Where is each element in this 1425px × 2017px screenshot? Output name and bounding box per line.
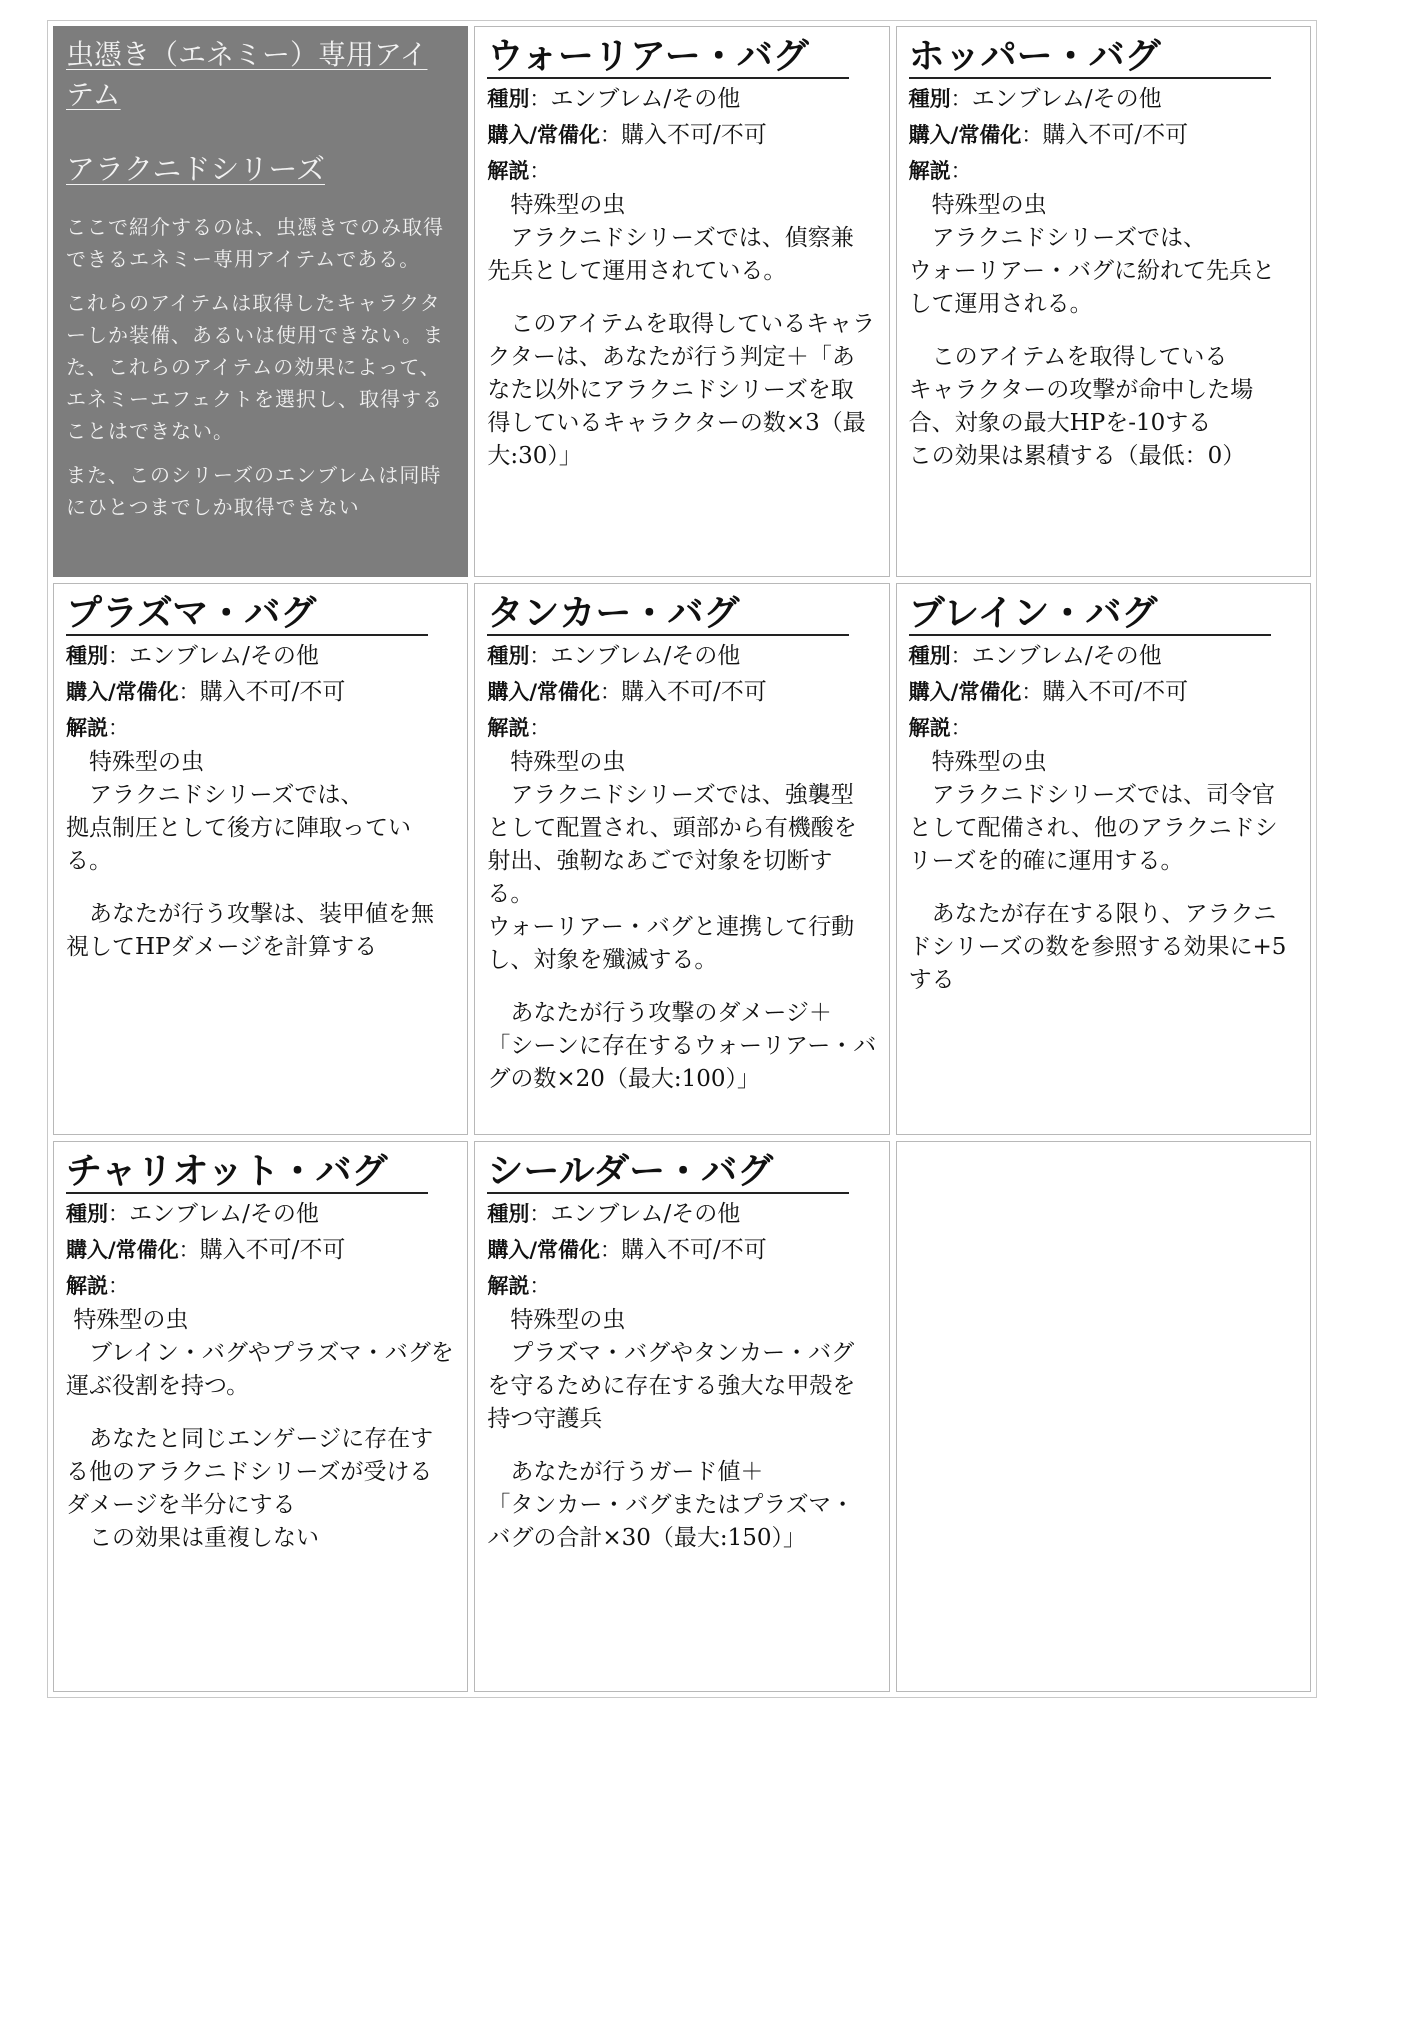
label-colon: ： [950, 644, 972, 669]
item-desc-row [487, 1268, 876, 1304]
item-type-value: エンブレム/その他 [550, 1200, 741, 1227]
type-label: 種別 [487, 1201, 530, 1226]
item-purchase-row [487, 117, 876, 153]
item-type-row [487, 81, 876, 117]
item-purchase-value: 購入不可/不可 [199, 1236, 346, 1263]
item-purchase-value: 購入不可/不可 [621, 1236, 767, 1263]
page-title: 虫憑き（エネミー）専用アイテム [66, 38, 428, 111]
label-colon: ： [529, 159, 551, 183]
item-purchase-row [66, 1232, 455, 1268]
item-name: ウォーリアー・バグ [487, 35, 849, 79]
label-colon: ： [108, 644, 129, 669]
item-type-value: エンブレム/その他 [129, 1200, 319, 1227]
purchase-label: 購入/常備化 [66, 680, 179, 705]
series-title: アラクニドシリーズ [66, 152, 325, 186]
intro-paragraph: また、このシリーズのエンブレムは同時にひとつまでしか取得できない [66, 463, 442, 519]
desc-label: 解説 [487, 159, 530, 183]
item-name: ホッパー・バグ [909, 35, 1271, 79]
item-card [53, 1141, 468, 1692]
purchase-label: 購入/常備化 [66, 1237, 179, 1262]
label-colon: ： [950, 716, 972, 741]
label-colon: ： [600, 123, 621, 147]
intro-panel [53, 26, 468, 577]
item-flavor-text: 特殊型の虫 ブレイン・バグやプラズマ・バグを運ぶ役割を持つ。 [66, 1306, 454, 1399]
item-card [474, 583, 889, 1134]
item-purchase-value: 購入不可/不可 [1042, 679, 1189, 706]
item-type-value: エンブレム/その他 [971, 643, 1162, 670]
item-type-row [487, 1196, 876, 1232]
item-type-row [66, 1196, 455, 1232]
type-label: 種別 [908, 644, 951, 669]
item-type-row [909, 638, 1298, 674]
empty-card [896, 1141, 1311, 1692]
item-purchase-row [487, 674, 876, 710]
item-effect-text: このアイテムを取得している キャラクターの攻撃が命中した場合、対象の最大HPを-10する この効果は累積する（最低：0） [908, 344, 1254, 469]
item-card [474, 26, 889, 577]
item-card-grid [47, 20, 1317, 1698]
item-card [53, 583, 468, 1134]
item-purchase-value: 購入不可/不可 [621, 122, 767, 148]
item-effect-text: あなたが存在する限り、アラクニドシリーズの数を参照する効果に+5する [908, 901, 1287, 994]
intro-paragraph: これらのアイテムは取得したキャラクターしか装備、あるいは使用できない。また、これらのアイテムの効果によって、エネミーエフェクトを選択し、取得することはできない。 [66, 291, 444, 443]
item-type-value: エンブレム/その他 [129, 643, 319, 670]
item-name: プラズマ・バグ [66, 592, 428, 636]
item-flavor-text: 特殊型の虫 アラクニドシリーズでは、偵察兼先兵として運用されている。 [487, 192, 854, 284]
label-colon: ： [178, 1237, 200, 1262]
type-label: 種別 [908, 87, 951, 111]
label-colon: ： [1021, 680, 1043, 705]
purchase-label: 購入/常備化 [908, 680, 1022, 705]
desc-label: 解説 [908, 159, 951, 183]
item-name: シールダー・バグ [487, 1150, 849, 1194]
item-card [896, 583, 1311, 1134]
label-colon: ： [529, 644, 551, 669]
item-desc-row [487, 153, 876, 189]
item-type-row [487, 638, 876, 674]
item-desc-row [487, 710, 876, 746]
purchase-label: 購入/常備化 [487, 680, 600, 705]
item-type-row [66, 638, 455, 674]
item-type-value: エンブレム/その他 [971, 86, 1162, 112]
item-type-row [909, 81, 1298, 117]
label-colon: ： [529, 716, 551, 741]
label-colon: ： [600, 1237, 621, 1262]
label-colon: ： [600, 680, 621, 705]
item-purchase-row [66, 674, 455, 710]
desc-label: 解説 [487, 1273, 530, 1298]
intro-paragraph: ここで紹介するのは、虫憑きでのみ取得できるエネミー専用アイテムである。 [66, 215, 444, 271]
item-purchase-value: 購入不可/不可 [621, 679, 767, 706]
item-card [896, 26, 1311, 577]
label-colon: ： [529, 1201, 551, 1226]
item-purchase-value: 購入不可/不可 [199, 679, 346, 706]
label-colon: ： [529, 87, 551, 111]
item-effect-text: あなたが行う攻撃のダメージ＋「シーンに存在するウォーリアー・バグの数×20（最大:100）」 [487, 1000, 877, 1093]
item-card [474, 1141, 889, 1692]
item-flavor-text: 特殊型の虫 アラクニドシリーズでは、 ウォーリアー・バグに紛れて先兵として運用される。 [908, 192, 1276, 317]
purchase-label: 購入/常備化 [487, 123, 600, 147]
item-flavor-text: 特殊型の虫 アラクニドシリーズでは、司令官として配備され、他のアラクニドシリーズを的確に運用する。 [908, 749, 1278, 875]
item-effect-text: あなたが行うガード値＋ 「タンカー・バグまたはプラズマ・バグの合計×30（最大:150）」 [487, 1458, 855, 1551]
item-flavor-text: 特殊型の虫 アラクニドシリーズでは、強襲型として配置され、頭部から有機酸を射出、強靭なあごで対象を切断する。 ウォーリアー・バグと連携して行動し、対象を殲滅する。 [487, 749, 857, 974]
type-label: 種別 [66, 1201, 108, 1226]
item-desc-row [66, 1268, 455, 1304]
label-colon: ： [108, 1201, 129, 1226]
item-purchase-row [909, 674, 1298, 710]
label-colon: ： [178, 680, 200, 705]
type-label: 種別 [487, 87, 530, 111]
purchase-label: 購入/常備化 [908, 123, 1022, 147]
item-purchase-row [909, 117, 1298, 153]
type-label: 種別 [66, 644, 108, 669]
item-effect-text: このアイテムを取得しているキャラクターは、あなたが行う判定＋「あなた以外にアラクニドシリーズを取得しているキャラクターの数×3（最大:30）」 [487, 311, 876, 469]
item-purchase-value: 購入不可/不可 [1042, 122, 1189, 148]
item-name: ブレイン・バグ [909, 592, 1271, 636]
desc-label: 解説 [908, 716, 951, 741]
item-purchase-row [487, 1232, 876, 1268]
label-colon: ： [1021, 123, 1043, 147]
item-type-value: エンブレム/その他 [550, 643, 741, 670]
item-flavor-text: 特殊型の虫 プラズマ・バグやタンカー・バグを守るために存在する強大な甲殻を持つ守護兵 [487, 1306, 856, 1432]
item-flavor-text: 特殊型の虫 アラクニドシリーズでは、 拠点制圧として後方に陣取っている。 [66, 749, 411, 875]
type-label: 種別 [487, 644, 530, 669]
label-colon: ： [108, 1273, 129, 1298]
label-colon: ： [950, 159, 972, 183]
label-colon: ： [529, 1273, 551, 1298]
desc-label: 解説 [66, 1273, 108, 1298]
label-colon: ： [950, 87, 972, 111]
desc-label: 解説 [487, 716, 530, 741]
purchase-label: 購入/常備化 [487, 1237, 600, 1262]
item-effect-text: あなたが行う攻撃は、装甲値を無視してHPダメージを計算する [66, 901, 434, 961]
item-desc-row [909, 153, 1298, 189]
item-name: チャリオット・バグ [66, 1150, 428, 1194]
label-colon: ： [108, 716, 129, 741]
item-effect-text: あなたと同じエンゲージに存在する他のアラクニドシリーズが受けるダメージを半分にする この効果は重複しない [66, 1425, 434, 1551]
item-desc-row [66, 710, 455, 746]
item-desc-row [909, 710, 1298, 746]
item-name: タンカー・バグ [487, 592, 849, 636]
desc-label: 解説 [66, 716, 108, 741]
item-type-value: エンブレム/その他 [550, 86, 741, 112]
